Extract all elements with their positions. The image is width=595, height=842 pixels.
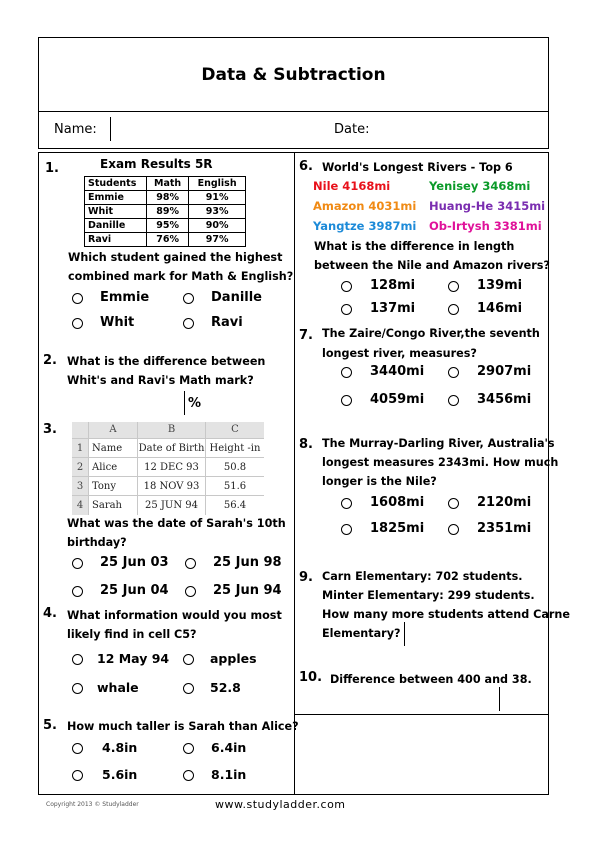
table-header: Math (147, 177, 189, 191)
q7-option-d-radio[interactable] (448, 395, 459, 406)
table-row (85, 219, 246, 233)
q8-option-b-label: 2120mi (477, 495, 532, 510)
q6-river-nile: Nile 4168mi (313, 179, 391, 193)
q9-question-line1: Carn Elementary: 702 students. (322, 570, 523, 583)
table-row (85, 191, 246, 205)
q6-river-amazon: Amazon 4031mi (313, 199, 417, 213)
q5-option-c-radio[interactable] (72, 770, 83, 781)
q3-number: 3. (43, 422, 57, 437)
q6-option-a-label: 128mi (370, 278, 416, 293)
q5-option-b-radio[interactable] (183, 743, 194, 754)
q1-question-line1: Which student gained the highest (68, 251, 283, 264)
q4-question-line1: What information would you most (67, 609, 282, 622)
table-cell: 76% (147, 233, 189, 247)
q8-question-line1: The Murray-Darling River, Australia's (322, 437, 555, 450)
q1-option-c-radio[interactable] (72, 318, 83, 329)
q8-option-d-label: 2351mi (477, 521, 532, 536)
table-header-row (85, 177, 246, 191)
q2-question-line1: What is the difference between (67, 355, 266, 368)
q6-river-huang-he: Huang-He 3415mi (429, 199, 546, 213)
q3-question-line1: What was the date of Sarah's 10th (67, 517, 286, 530)
table-cell: Ravi (85, 233, 147, 247)
q1-option-c-label: Whit (100, 315, 135, 330)
q8-option-d-radio[interactable] (448, 524, 459, 535)
q6-river-ob-irtysh: Ob-Irtysh 3381mi (429, 219, 542, 233)
q7-option-a-radio[interactable] (341, 367, 352, 378)
q1-option-b-radio[interactable] (183, 293, 194, 304)
q5-option-c-label: 5.6in (102, 767, 138, 782)
q2-answer-cursor[interactable] (184, 391, 185, 415)
q6-option-a-radio[interactable] (341, 281, 352, 292)
q7-option-c-label: 4059mi (370, 392, 425, 407)
q1-option-a-radio[interactable] (72, 293, 83, 304)
column-divider (294, 152, 295, 795)
q7-number: 7. (299, 328, 313, 343)
q6-option-d-radio[interactable] (448, 304, 459, 315)
q3-option-b-label: 25 Jun 98 (213, 555, 282, 570)
q4-option-b-radio[interactable] (183, 654, 194, 665)
name-label: Name: (54, 122, 97, 137)
q3-option-d-label: 25 Jun 94 (213, 583, 282, 598)
q2-unit: % (188, 396, 202, 411)
q4-option-b-label: apples (210, 651, 257, 666)
q9-question-line4: Elementary? (322, 627, 401, 640)
table-cell: 98% (147, 191, 189, 205)
q2-question-line2: Whit's and Ravi's Math mark? (67, 374, 254, 387)
table-row (85, 233, 246, 247)
q7-option-c-radio[interactable] (341, 395, 352, 406)
q7-option-b-radio[interactable] (448, 367, 459, 378)
q4-number: 4. (43, 606, 57, 621)
q1-exam-table (84, 176, 246, 247)
q6-option-c-label: 137mi (370, 301, 416, 316)
q1-option-d-label: Ravi (211, 315, 243, 330)
table-cell: 93% (189, 205, 246, 219)
q7-option-d-label: 3456mi (477, 392, 532, 407)
q6-option-b-label: 139mi (477, 278, 523, 293)
q8-number: 8. (299, 437, 313, 452)
q6-number: 6. (299, 159, 313, 174)
name-field[interactable] (110, 117, 316, 141)
q5-option-a-radio[interactable] (72, 743, 83, 754)
q8-option-c-label: 1825mi (370, 521, 425, 536)
q8-question-line3: longer is the Nile? (322, 475, 437, 488)
q1-question-line2: combined mark for Math & English? (68, 270, 294, 283)
q8-option-b-radio[interactable] (448, 498, 459, 509)
q9-question-line2: Minter Elementary: 299 students. (322, 589, 535, 602)
footer-copyright: Copyright 2013 © Studyladder (46, 801, 139, 808)
page-title: Data & Subtraction (201, 65, 386, 85)
q6-option-b-radio[interactable] (448, 281, 459, 292)
q3-spreadsheet (72, 422, 264, 515)
q9-answer-cursor[interactable] (404, 622, 405, 646)
q5-number: 5. (43, 718, 57, 733)
table-row (85, 205, 246, 219)
q3-option-a-radio[interactable] (72, 558, 83, 569)
date-label: Date: (334, 122, 370, 137)
q5-question-line1: How much taller is Sarah than Alice? (67, 720, 299, 733)
footer-url[interactable]: www.studyladder.com (215, 798, 346, 811)
q7-option-a-label: 3440mi (370, 364, 425, 379)
q1-option-b-label: Danille (211, 290, 263, 305)
q6-option-d-label: 146mi (477, 301, 523, 316)
q3-option-c-radio[interactable] (72, 586, 83, 597)
q3-option-c-label: 25 Jun 04 (100, 583, 169, 598)
q6-title: World's Longest Rivers - Top 6 (322, 161, 513, 174)
table-cell: 91% (189, 191, 246, 205)
date-field[interactable] (372, 117, 542, 141)
table-cell: 89% (147, 205, 189, 219)
q1-number: 1. (45, 161, 59, 176)
q5-option-d-radio[interactable] (183, 770, 194, 781)
q4-option-d-radio[interactable] (183, 683, 194, 694)
table-cell: 95% (147, 219, 189, 233)
q3-option-b-radio[interactable] (185, 558, 196, 569)
table-header: Students (85, 177, 147, 191)
q10-bottom-divider (294, 714, 549, 715)
q10-answer-cursor[interactable] (499, 687, 500, 711)
q1-table-title: Exam Results 5R (100, 157, 213, 171)
table-cell: Emmie (85, 191, 147, 205)
q5-option-b-label: 6.4in (211, 740, 247, 755)
q6-option-c-radio[interactable] (341, 304, 352, 315)
q4-option-a-label: 12 May 94 (97, 651, 170, 666)
table-cell: 90% (189, 219, 246, 233)
q8-option-c-radio[interactable] (341, 524, 352, 535)
q8-option-a-radio[interactable] (341, 498, 352, 509)
q3-option-d-radio[interactable] (185, 586, 196, 597)
q5-option-a-label: 4.8in (102, 740, 138, 755)
q7-option-b-label: 2907mi (477, 364, 532, 379)
q8-question-line2: longest measures 2343mi. How much (322, 456, 559, 469)
q4-question-line2: likely find in cell C5? (67, 628, 197, 641)
q2-number: 2. (43, 353, 57, 368)
q3-question-line2: birthday? (67, 536, 127, 549)
q5-option-d-label: 8.1in (211, 767, 247, 782)
q9-number: 9. (299, 570, 313, 585)
q8-option-a-label: 1608mi (370, 495, 425, 510)
table-header: English (189, 177, 246, 191)
q1-option-a-label: Emmie (100, 290, 150, 305)
q4-option-a-radio[interactable] (72, 654, 83, 665)
q7-question-line2: longest river, measures? (322, 347, 477, 360)
q3-option-a-label: 25 Jun 03 (100, 555, 169, 570)
q6-river-yangtze: Yangtze 3987mi (313, 219, 417, 233)
q4-option-c-radio[interactable] (72, 683, 83, 694)
table-cell: Danille (85, 219, 147, 233)
q4-option-d-label: 52.8 (210, 680, 241, 695)
q6-question-line1: What is the difference in length (314, 240, 515, 253)
q1-option-d-radio[interactable] (183, 318, 194, 329)
table-cell: 97% (189, 233, 246, 247)
q4-option-c-label: whale (97, 680, 139, 695)
table-cell: Whit (85, 205, 147, 219)
q6-question-line2: between the Nile and Amazon rivers? (314, 259, 550, 272)
q6-river-yenisey: Yenisey 3468mi (429, 179, 531, 193)
q10-number: 10. (299, 670, 323, 685)
q10-question-text: Difference between 400 and 38. (330, 673, 532, 686)
q9-question-line3: How many more students attend Carne (322, 608, 570, 621)
sheet-gridlines (72, 422, 264, 515)
q7-question-line1: The Zaire/Congo River,the seventh (322, 327, 540, 340)
header-divider (38, 111, 549, 112)
